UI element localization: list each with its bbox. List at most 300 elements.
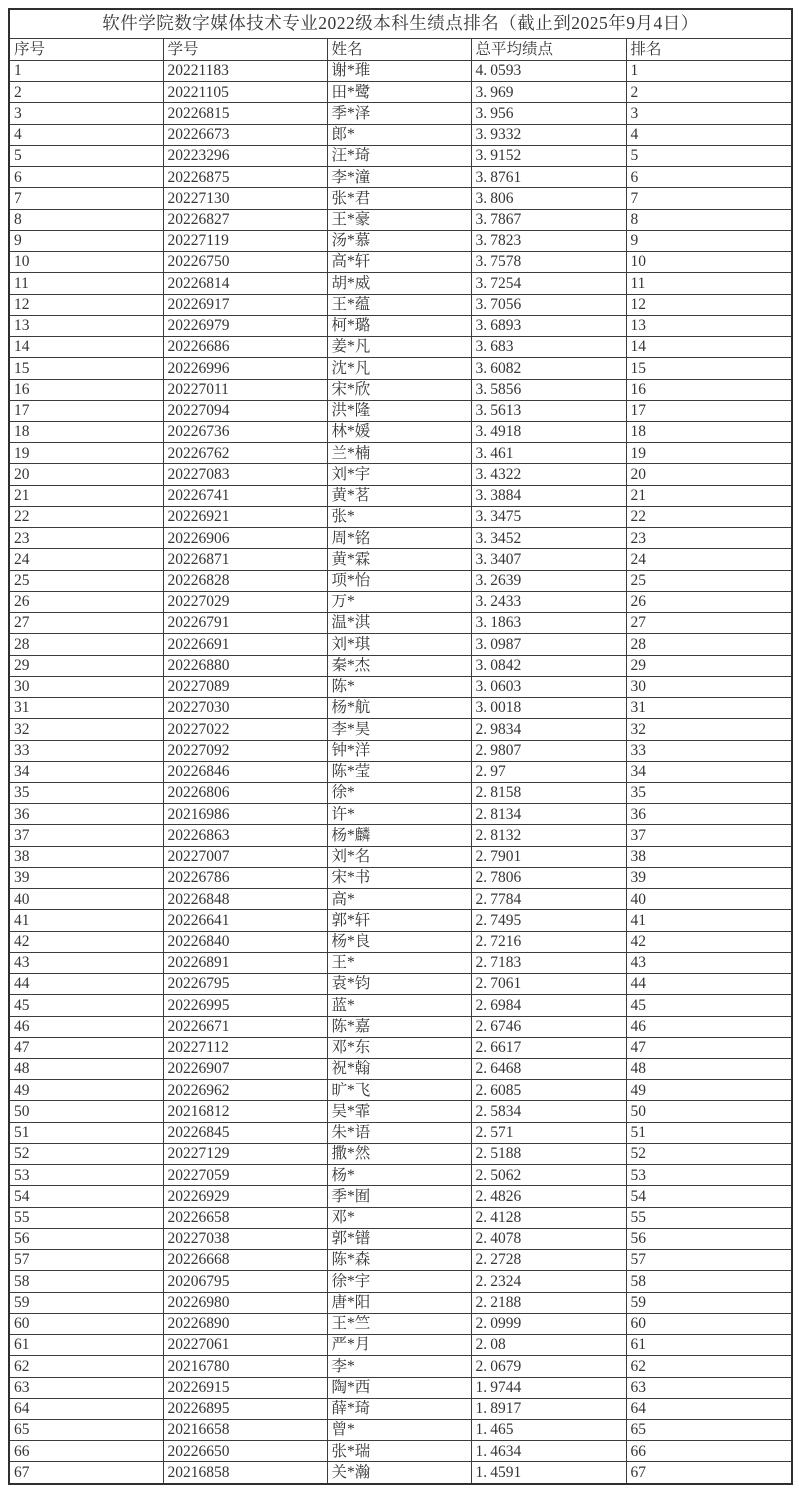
cell-no: 34 bbox=[9, 761, 163, 782]
cell-no: 36 bbox=[9, 804, 163, 825]
cell-student-id: 20226791 bbox=[163, 613, 327, 634]
table-row bbox=[9, 1420, 792, 1441]
cell-gpa: 3. 461 bbox=[471, 443, 626, 464]
cell-student-id: 20226891 bbox=[163, 952, 327, 973]
cell-name: 朱*语 bbox=[327, 1122, 471, 1143]
column-header-no: 序号 bbox=[9, 39, 163, 61]
table-row bbox=[9, 782, 792, 803]
cell-no: 46 bbox=[9, 1016, 163, 1037]
cell-student-id: 20226671 bbox=[163, 1016, 327, 1037]
cell-name: 薛*琦 bbox=[327, 1398, 471, 1419]
cell-student-id: 20226979 bbox=[163, 315, 327, 336]
cell-student-id: 20227112 bbox=[163, 1037, 327, 1058]
table-row bbox=[9, 1228, 792, 1249]
cell-name: 宋*书 bbox=[327, 867, 471, 888]
cell-name: 田*鹭 bbox=[327, 82, 471, 103]
cell-gpa: 2. 7061 bbox=[471, 974, 626, 995]
cell-gpa: 3. 0603 bbox=[471, 676, 626, 697]
table-row bbox=[9, 676, 792, 697]
cell-rank: 49 bbox=[626, 1080, 792, 1101]
cell-student-id: 20226827 bbox=[163, 209, 327, 230]
cell-no: 39 bbox=[9, 867, 163, 888]
table-row bbox=[9, 145, 792, 166]
cell-name: 沈*凡 bbox=[327, 358, 471, 379]
cell-rank: 23 bbox=[626, 528, 792, 549]
cell-rank: 57 bbox=[626, 1250, 792, 1271]
cell-rank: 2 bbox=[626, 82, 792, 103]
table-row bbox=[9, 1462, 792, 1484]
table-row bbox=[9, 1122, 792, 1143]
cell-no: 13 bbox=[9, 315, 163, 336]
cell-gpa: 2. 4826 bbox=[471, 1186, 626, 1207]
cell-rank: 38 bbox=[626, 846, 792, 867]
cell-name: 刘*宇 bbox=[327, 464, 471, 485]
cell-student-id: 20227094 bbox=[163, 400, 327, 421]
cell-student-id: 20226658 bbox=[163, 1207, 327, 1228]
cell-name: 蓝* bbox=[327, 995, 471, 1016]
cell-rank: 47 bbox=[626, 1037, 792, 1058]
table-row bbox=[9, 1356, 792, 1377]
cell-name: 王*竺 bbox=[327, 1313, 471, 1334]
cell-student-id: 20227092 bbox=[163, 740, 327, 761]
cell-name: 刘*琪 bbox=[327, 634, 471, 655]
cell-student-id: 20226848 bbox=[163, 889, 327, 910]
cell-rank: 48 bbox=[626, 1059, 792, 1080]
cell-name: 刘*名 bbox=[327, 846, 471, 867]
cell-rank: 66 bbox=[626, 1441, 792, 1462]
cell-rank: 34 bbox=[626, 761, 792, 782]
cell-gpa: 3. 3452 bbox=[471, 528, 626, 549]
cell-rank: 39 bbox=[626, 867, 792, 888]
cell-rank: 44 bbox=[626, 974, 792, 995]
cell-rank: 13 bbox=[626, 315, 792, 336]
cell-no: 11 bbox=[9, 273, 163, 294]
cell-no: 59 bbox=[9, 1292, 163, 1313]
cell-rank: 20 bbox=[626, 464, 792, 485]
cell-no: 56 bbox=[9, 1228, 163, 1249]
cell-no: 47 bbox=[9, 1037, 163, 1058]
table-row bbox=[9, 995, 792, 1016]
cell-name: 李* bbox=[327, 1356, 471, 1377]
cell-name: 杨* bbox=[327, 1165, 471, 1186]
cell-rank: 11 bbox=[626, 273, 792, 294]
cell-name: 钟*洋 bbox=[327, 740, 471, 761]
gpa-ranking-table bbox=[8, 8, 793, 1485]
cell-rank: 7 bbox=[626, 188, 792, 209]
table-row bbox=[9, 761, 792, 782]
cell-student-id: 20226962 bbox=[163, 1080, 327, 1101]
cell-gpa: 2. 7784 bbox=[471, 889, 626, 910]
table-row bbox=[9, 506, 792, 527]
table-row bbox=[9, 103, 792, 124]
cell-rank: 22 bbox=[626, 506, 792, 527]
cell-no: 35 bbox=[9, 782, 163, 803]
cell-student-id: 20226890 bbox=[163, 1313, 327, 1334]
column-header-name: 姓名 bbox=[327, 39, 471, 61]
cell-student-id: 20227038 bbox=[163, 1228, 327, 1249]
cell-no: 10 bbox=[9, 252, 163, 273]
table-row bbox=[9, 1016, 792, 1037]
cell-rank: 54 bbox=[626, 1186, 792, 1207]
cell-gpa: 1. 9744 bbox=[471, 1377, 626, 1398]
cell-name: 林*媛 bbox=[327, 421, 471, 442]
table-row bbox=[9, 379, 792, 400]
cell-gpa: 2. 08 bbox=[471, 1335, 626, 1356]
cell-rank: 15 bbox=[626, 358, 792, 379]
cell-no: 40 bbox=[9, 889, 163, 910]
cell-name: 曾* bbox=[327, 1420, 471, 1441]
table-row bbox=[9, 1165, 792, 1186]
cell-gpa: 1. 8917 bbox=[471, 1398, 626, 1419]
cell-student-id: 20226846 bbox=[163, 761, 327, 782]
cell-gpa: 2. 0679 bbox=[471, 1356, 626, 1377]
cell-student-id: 20226786 bbox=[163, 867, 327, 888]
cell-no: 14 bbox=[9, 337, 163, 358]
cell-name: 王*豪 bbox=[327, 209, 471, 230]
cell-rank: 45 bbox=[626, 995, 792, 1016]
cell-student-id: 20227030 bbox=[163, 698, 327, 719]
cell-student-id: 20223296 bbox=[163, 145, 327, 166]
cell-gpa: 3. 5856 bbox=[471, 379, 626, 400]
cell-gpa: 2. 6468 bbox=[471, 1059, 626, 1080]
cell-gpa: 3. 7578 bbox=[471, 252, 626, 273]
cell-rank: 10 bbox=[626, 252, 792, 273]
cell-rank: 1 bbox=[626, 61, 792, 82]
table-row bbox=[9, 931, 792, 952]
cell-rank: 61 bbox=[626, 1335, 792, 1356]
cell-name: 张* bbox=[327, 506, 471, 527]
cell-rank: 56 bbox=[626, 1228, 792, 1249]
cell-name: 陈*森 bbox=[327, 1250, 471, 1271]
table-row bbox=[9, 1143, 792, 1164]
table-row bbox=[9, 315, 792, 336]
cell-name: 撒*然 bbox=[327, 1143, 471, 1164]
cell-student-id: 20226641 bbox=[163, 910, 327, 931]
column-header-id: 学号 bbox=[163, 39, 327, 61]
cell-gpa: 3. 3407 bbox=[471, 549, 626, 570]
table-row bbox=[9, 358, 792, 379]
cell-student-id: 20226995 bbox=[163, 995, 327, 1016]
cell-student-id: 20226863 bbox=[163, 825, 327, 846]
cell-rank: 67 bbox=[626, 1462, 792, 1484]
column-header-rank: 排名 bbox=[626, 39, 792, 61]
cell-gpa: 2. 6984 bbox=[471, 995, 626, 1016]
cell-rank: 24 bbox=[626, 549, 792, 570]
cell-rank: 18 bbox=[626, 421, 792, 442]
cell-student-id: 20226875 bbox=[163, 167, 327, 188]
cell-gpa: 2. 97 bbox=[471, 761, 626, 782]
cell-student-id: 20226845 bbox=[163, 1122, 327, 1143]
cell-name: 李*潼 bbox=[327, 167, 471, 188]
cell-student-id: 20226741 bbox=[163, 485, 327, 506]
cell-gpa: 3. 3884 bbox=[471, 485, 626, 506]
cell-student-id: 20221105 bbox=[163, 82, 327, 103]
table-row bbox=[9, 952, 792, 973]
cell-name: 季*泽 bbox=[327, 103, 471, 124]
table-row bbox=[9, 570, 792, 591]
cell-no: 30 bbox=[9, 676, 163, 697]
table-body bbox=[9, 61, 792, 1485]
cell-name: 周*铭 bbox=[327, 528, 471, 549]
cell-name: 许* bbox=[327, 804, 471, 825]
cell-no: 64 bbox=[9, 1398, 163, 1419]
cell-gpa: 2. 8132 bbox=[471, 825, 626, 846]
cell-student-id: 20226907 bbox=[163, 1059, 327, 1080]
cell-name: 秦*杰 bbox=[327, 655, 471, 676]
cell-gpa: 3. 4322 bbox=[471, 464, 626, 485]
cell-gpa: 2. 9807 bbox=[471, 740, 626, 761]
cell-name: 汪*琦 bbox=[327, 145, 471, 166]
cell-rank: 25 bbox=[626, 570, 792, 591]
cell-student-id: 20226929 bbox=[163, 1186, 327, 1207]
table-row bbox=[9, 61, 792, 82]
cell-gpa: 2. 6085 bbox=[471, 1080, 626, 1101]
cell-name: 王* bbox=[327, 952, 471, 973]
cell-student-id: 20216658 bbox=[163, 1420, 327, 1441]
cell-student-id: 20226980 bbox=[163, 1292, 327, 1313]
cell-student-id: 20226917 bbox=[163, 294, 327, 315]
table-row bbox=[9, 1207, 792, 1228]
cell-gpa: 3. 4918 bbox=[471, 421, 626, 442]
cell-name: 旷*飞 bbox=[327, 1080, 471, 1101]
table-row bbox=[9, 400, 792, 421]
cell-rank: 30 bbox=[626, 676, 792, 697]
table-row bbox=[9, 273, 792, 294]
cell-student-id: 20227089 bbox=[163, 676, 327, 697]
cell-gpa: 3. 0842 bbox=[471, 655, 626, 676]
cell-gpa: 3. 2433 bbox=[471, 591, 626, 612]
cell-no: 42 bbox=[9, 931, 163, 952]
cell-gpa: 2. 7806 bbox=[471, 867, 626, 888]
cell-student-id: 20226736 bbox=[163, 421, 327, 442]
table-row bbox=[9, 1292, 792, 1313]
cell-student-id: 20226828 bbox=[163, 570, 327, 591]
table-row bbox=[9, 188, 792, 209]
cell-name: 柯*璐 bbox=[327, 315, 471, 336]
cell-rank: 31 bbox=[626, 698, 792, 719]
table-row bbox=[9, 82, 792, 103]
table-row bbox=[9, 974, 792, 995]
cell-rank: 62 bbox=[626, 1356, 792, 1377]
cell-no: 65 bbox=[9, 1420, 163, 1441]
cell-name: 陶*西 bbox=[327, 1377, 471, 1398]
cell-student-id: 20227059 bbox=[163, 1165, 327, 1186]
cell-gpa: 2. 4128 bbox=[471, 1207, 626, 1228]
cell-student-id: 20221183 bbox=[163, 61, 327, 82]
cell-student-id: 20226996 bbox=[163, 358, 327, 379]
cell-gpa: 2. 7901 bbox=[471, 846, 626, 867]
cell-no: 16 bbox=[9, 379, 163, 400]
cell-name: 张*瑞 bbox=[327, 1441, 471, 1462]
cell-gpa: 3. 683 bbox=[471, 337, 626, 358]
cell-student-id: 20226673 bbox=[163, 124, 327, 145]
cell-name: 杨*麟 bbox=[327, 825, 471, 846]
cell-rank: 65 bbox=[626, 1420, 792, 1441]
cell-gpa: 1. 4591 bbox=[471, 1462, 626, 1484]
cell-gpa: 2. 5062 bbox=[471, 1165, 626, 1186]
cell-gpa: 3. 5613 bbox=[471, 400, 626, 421]
cell-rank: 8 bbox=[626, 209, 792, 230]
cell-no: 22 bbox=[9, 506, 163, 527]
cell-no: 29 bbox=[9, 655, 163, 676]
cell-name: 吴*霏 bbox=[327, 1101, 471, 1122]
cell-gpa: 3. 1863 bbox=[471, 613, 626, 634]
cell-rank: 41 bbox=[626, 910, 792, 931]
table-row bbox=[9, 1037, 792, 1058]
cell-gpa: 3. 8761 bbox=[471, 167, 626, 188]
cell-rank: 64 bbox=[626, 1398, 792, 1419]
cell-student-id: 20226691 bbox=[163, 634, 327, 655]
cell-gpa: 1. 4634 bbox=[471, 1441, 626, 1462]
cell-rank: 46 bbox=[626, 1016, 792, 1037]
cell-student-id: 20227130 bbox=[163, 188, 327, 209]
cell-no: 48 bbox=[9, 1059, 163, 1080]
cell-student-id: 20227061 bbox=[163, 1335, 327, 1356]
cell-gpa: 3. 6082 bbox=[471, 358, 626, 379]
column-header-gpa: 总平均绩点 bbox=[471, 39, 626, 61]
cell-rank: 35 bbox=[626, 782, 792, 803]
cell-student-id: 20227007 bbox=[163, 846, 327, 867]
cell-gpa: 2. 8158 bbox=[471, 782, 626, 803]
cell-student-id: 20226871 bbox=[163, 549, 327, 570]
cell-name: 胡*威 bbox=[327, 273, 471, 294]
cell-gpa: 2. 5188 bbox=[471, 1143, 626, 1164]
cell-rank: 36 bbox=[626, 804, 792, 825]
cell-no: 66 bbox=[9, 1441, 163, 1462]
cell-gpa: 3. 806 bbox=[471, 188, 626, 209]
cell-rank: 17 bbox=[626, 400, 792, 421]
cell-rank: 63 bbox=[626, 1377, 792, 1398]
cell-name: 高*轩 bbox=[327, 252, 471, 273]
cell-rank: 40 bbox=[626, 889, 792, 910]
table-row bbox=[9, 1441, 792, 1462]
table-row bbox=[9, 294, 792, 315]
cell-gpa: 2. 6746 bbox=[471, 1016, 626, 1037]
cell-rank: 43 bbox=[626, 952, 792, 973]
cell-name: 徐* bbox=[327, 782, 471, 803]
table-row bbox=[9, 1398, 792, 1419]
cell-student-id: 20226686 bbox=[163, 337, 327, 358]
cell-student-id: 20226650 bbox=[163, 1441, 327, 1462]
table-row bbox=[9, 613, 792, 634]
table-row bbox=[9, 889, 792, 910]
table-row bbox=[9, 1250, 792, 1271]
table-row bbox=[9, 846, 792, 867]
cell-no: 37 bbox=[9, 825, 163, 846]
cell-name: 邓*东 bbox=[327, 1037, 471, 1058]
table-row bbox=[9, 1101, 792, 1122]
cell-student-id: 20227022 bbox=[163, 719, 327, 740]
cell-gpa: 3. 0987 bbox=[471, 634, 626, 655]
cell-no: 45 bbox=[9, 995, 163, 1016]
cell-gpa: 3. 0018 bbox=[471, 698, 626, 719]
cell-no: 21 bbox=[9, 485, 163, 506]
cell-rank: 53 bbox=[626, 1165, 792, 1186]
table-title-row bbox=[9, 9, 792, 39]
table-row bbox=[9, 1059, 792, 1080]
cell-no: 33 bbox=[9, 740, 163, 761]
cell-no: 25 bbox=[9, 570, 163, 591]
table-row bbox=[9, 421, 792, 442]
cell-gpa: 2. 571 bbox=[471, 1122, 626, 1143]
cell-student-id: 20216986 bbox=[163, 804, 327, 825]
cell-gpa: 3. 956 bbox=[471, 103, 626, 124]
cell-gpa: 4. 0593 bbox=[471, 61, 626, 82]
cell-student-id: 20226880 bbox=[163, 655, 327, 676]
cell-no: 53 bbox=[9, 1165, 163, 1186]
cell-student-id: 20226915 bbox=[163, 1377, 327, 1398]
cell-student-id: 20226840 bbox=[163, 931, 327, 952]
cell-no: 62 bbox=[9, 1356, 163, 1377]
cell-student-id: 20226906 bbox=[163, 528, 327, 549]
cell-student-id: 20227011 bbox=[163, 379, 327, 400]
cell-no: 28 bbox=[9, 634, 163, 655]
cell-name: 宋*欣 bbox=[327, 379, 471, 400]
cell-gpa: 2. 4078 bbox=[471, 1228, 626, 1249]
cell-student-id: 20216858 bbox=[163, 1462, 327, 1484]
cell-no: 26 bbox=[9, 591, 163, 612]
cell-name: 唐*阳 bbox=[327, 1292, 471, 1313]
cell-gpa: 2. 7495 bbox=[471, 910, 626, 931]
table-row bbox=[9, 655, 792, 676]
cell-name: 郭*轩 bbox=[327, 910, 471, 931]
cell-rank: 3 bbox=[626, 103, 792, 124]
cell-no: 8 bbox=[9, 209, 163, 230]
cell-rank: 51 bbox=[626, 1122, 792, 1143]
cell-student-id: 20226806 bbox=[163, 782, 327, 803]
cell-name: 谢*琟 bbox=[327, 61, 471, 82]
cell-no: 23 bbox=[9, 528, 163, 549]
cell-student-id: 20226815 bbox=[163, 103, 327, 124]
cell-gpa: 2. 8134 bbox=[471, 804, 626, 825]
cell-rank: 32 bbox=[626, 719, 792, 740]
cell-name: 汤*慕 bbox=[327, 230, 471, 251]
cell-gpa: 3. 6893 bbox=[471, 315, 626, 336]
cell-name: 万* bbox=[327, 591, 471, 612]
cell-student-id: 20227129 bbox=[163, 1143, 327, 1164]
cell-name: 严*月 bbox=[327, 1335, 471, 1356]
cell-no: 15 bbox=[9, 358, 163, 379]
table-row bbox=[9, 230, 792, 251]
cell-gpa: 3. 7867 bbox=[471, 209, 626, 230]
cell-no: 24 bbox=[9, 549, 163, 570]
cell-gpa: 1. 465 bbox=[471, 1420, 626, 1441]
cell-gpa: 2. 2324 bbox=[471, 1271, 626, 1292]
cell-gpa: 2. 2188 bbox=[471, 1292, 626, 1313]
cell-gpa: 2. 0999 bbox=[471, 1313, 626, 1334]
table-row bbox=[9, 549, 792, 570]
cell-student-id: 20226762 bbox=[163, 443, 327, 464]
table-row bbox=[9, 485, 792, 506]
cell-name: 陈* bbox=[327, 676, 471, 697]
cell-gpa: 3. 969 bbox=[471, 82, 626, 103]
table-row bbox=[9, 252, 792, 273]
cell-rank: 42 bbox=[626, 931, 792, 952]
cell-no: 18 bbox=[9, 421, 163, 442]
table-row bbox=[9, 1377, 792, 1398]
cell-no: 1 bbox=[9, 61, 163, 82]
cell-rank: 58 bbox=[626, 1271, 792, 1292]
cell-rank: 28 bbox=[626, 634, 792, 655]
cell-name: 项*怡 bbox=[327, 570, 471, 591]
cell-rank: 37 bbox=[626, 825, 792, 846]
cell-student-id: 20226814 bbox=[163, 273, 327, 294]
table-row bbox=[9, 167, 792, 188]
table-row bbox=[9, 464, 792, 485]
cell-name: 姜*凡 bbox=[327, 337, 471, 358]
table-title: 软件学院数字媒体技术专业2022级本科生绩点排名（截止到2025年9月4日） bbox=[9, 9, 792, 39]
cell-gpa: 3. 7056 bbox=[471, 294, 626, 315]
